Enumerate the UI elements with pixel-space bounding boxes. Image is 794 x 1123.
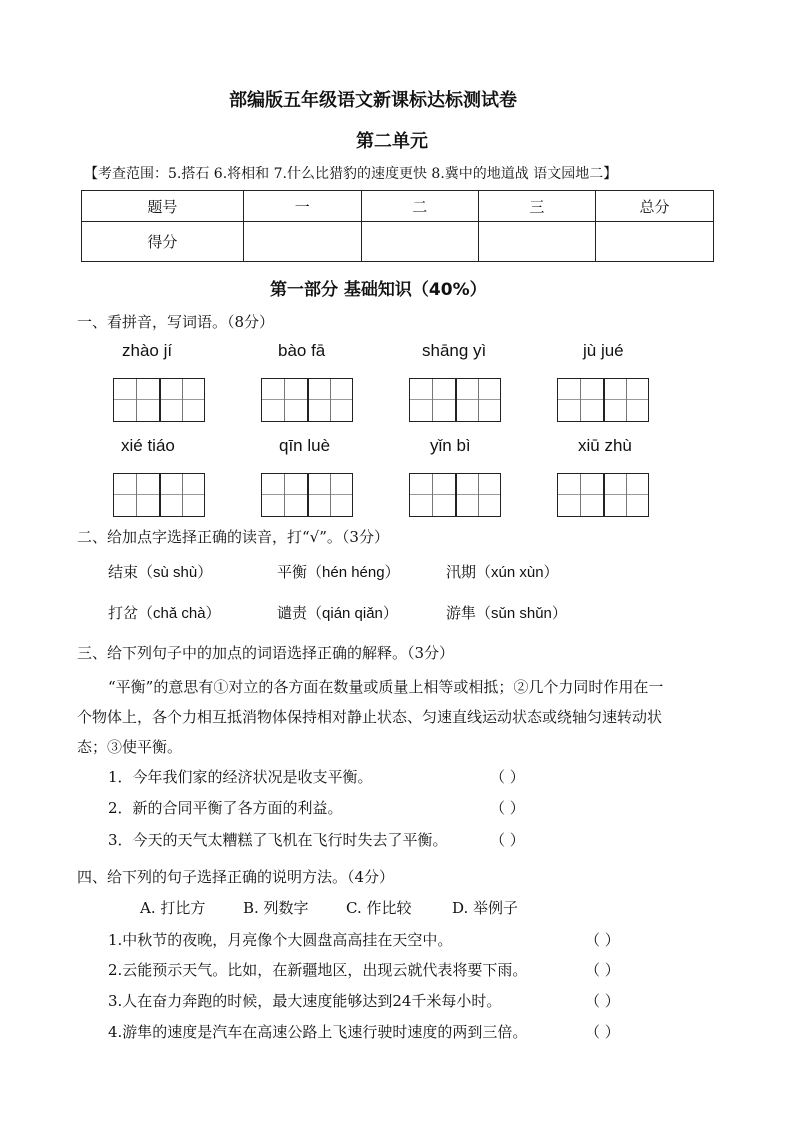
score-table (81, 190, 714, 262)
q1-answer-grid[interactable] (409, 473, 501, 517)
q2-word: 打岔 (108, 604, 139, 622)
q2-word: 结束 (108, 563, 139, 581)
q2-item[interactable] (277, 602, 398, 623)
q3-answer-blank[interactable]: （ ） (490, 768, 525, 786)
q2-options: （sù shù） (138, 564, 213, 581)
q2-item[interactable] (108, 561, 212, 582)
q3-definition-line: 个物体上，各个力相互抵消物体保持相对静止状态、匀速直线运动状态或绕轴匀速转动状 (77, 708, 663, 726)
q1-pinyin: qīn luè (279, 436, 331, 455)
q1-answer-grid[interactable] (113, 378, 205, 422)
q1-answer-grid[interactable] (261, 378, 353, 422)
q1-answer-grid[interactable] (409, 378, 501, 422)
q4-title: 四、给下列的句子选择正确的说明方法。（4分） (77, 868, 395, 886)
q4-answer-blank[interactable]: （ ） (585, 992, 620, 1010)
q4-option: D. 举例子 (452, 899, 519, 917)
q4-option: B. 列数字 (243, 899, 309, 917)
q1-pinyin: bào fā (278, 341, 326, 360)
q4-option: C. 作比较 (346, 899, 412, 917)
q3-definition-line: 态；③使平衡。 (77, 738, 183, 756)
q2-item[interactable] (446, 602, 567, 623)
q3-answer-blank[interactable]: （ ） (490, 831, 525, 849)
q1-answer-grid[interactable] (113, 473, 205, 517)
q1-pinyin: xié tiáo (121, 436, 175, 455)
part1-title: 第一部分 基础知识（40%） (270, 280, 487, 300)
q4-answer-blank[interactable]: （ ） (585, 961, 620, 979)
q3-sentence: 2．新的合同平衡了各方面的利益。 (108, 799, 343, 817)
q1-answer-grid[interactable] (557, 473, 649, 517)
q2-options: （qián qiǎn） (307, 605, 398, 622)
q1-pinyin: zhào jí (122, 341, 173, 360)
q4-answer-blank[interactable]: （ ） (585, 931, 620, 949)
q2-word: 汛期 (446, 563, 477, 581)
score-table-cell: 二 (361, 191, 478, 222)
q2-options: （chǎ chà） (138, 605, 221, 622)
score-table-score-row (82, 222, 714, 262)
q2-options: （hén héng） (307, 564, 400, 581)
q4-sentence: 4.游隼的速度是汽车在高速公路上飞速行驶时速度的两到三倍。 (108, 1023, 528, 1041)
q2-item[interactable] (446, 561, 559, 582)
q1-answer-grid[interactable] (557, 378, 649, 422)
score-table-cell: 总分 (595, 191, 713, 222)
exam-title: 部编版五年级语文新课标达标测试卷 (229, 90, 517, 111)
q3-title: 三、给下列句子中的加点的词语选择正确的解释。（3分） (77, 644, 455, 662)
unit-title: 第二单元 (356, 131, 428, 152)
q4-sentence: 3.人在奋力奔跑的时候，最大速度能够达到24千米每小时。 (108, 992, 502, 1010)
q1-pinyin: shāng yì (422, 341, 487, 360)
q4-option: A. 打比方 (140, 899, 206, 917)
score-input-cell[interactable] (243, 222, 361, 262)
score-input-cell[interactable] (361, 222, 478, 262)
score-input-cell[interactable] (595, 222, 713, 262)
q4-answer-blank[interactable]: （ ） (585, 1023, 620, 1041)
q1-title: 一、看拼音，写词语。（8分） (77, 313, 275, 331)
q2-options: （sǔn shǔn） (476, 605, 567, 622)
q3-definition-line: “平衡”的意思有①对立的各方面在数量或质量上相等或相抵；②几个力同时作用在一 (108, 678, 664, 696)
q2-item[interactable] (277, 561, 400, 582)
score-table-cell: 一 (243, 191, 361, 222)
q2-item[interactable] (108, 602, 221, 623)
q2-word: 游隼 (446, 604, 477, 622)
q2-word: 平衡 (277, 563, 308, 581)
score-table-cell: 得分 (82, 222, 244, 262)
score-table-header-row (82, 191, 714, 222)
q1-pinyin: jù jué (583, 341, 624, 360)
q1-answer-grid[interactable] (261, 473, 353, 517)
q3-answer-blank[interactable]: （ ） (490, 799, 525, 817)
q2-options: （xún xùn） (476, 564, 559, 581)
q1-pinyin: xiū zhù (578, 436, 632, 455)
q2-word: 谴责 (277, 604, 308, 622)
q4-sentence: 2.云能预示天气。比如，在新疆地区，出现云就代表将要下雨。 (108, 961, 528, 979)
q4-sentence: 1.中秋节的夜晚，月亮像个大圆盘高高挂在天空中。 (108, 931, 453, 949)
q2-title: 二、给加点字选择正确的读音，打“√”。（3分） (77, 528, 389, 546)
exam-scope: 【考查范围：5.搭石 6.将相和 7.什么比猎豹的速度更快 8.冀中的地道战 语文园地二】 (84, 166, 618, 182)
q1-pinyin: yǐn bì (430, 436, 471, 455)
score-table-cell: 题号 (82, 191, 244, 222)
score-table-cell: 三 (478, 191, 595, 222)
q3-sentence: 1．今年我们家的经济状况是收支平衡。 (108, 768, 373, 786)
score-input-cell[interactable] (478, 222, 595, 262)
q3-sentence: 3．今天的天气太糟糕了飞机在飞行时失去了平衡。 (108, 831, 448, 849)
